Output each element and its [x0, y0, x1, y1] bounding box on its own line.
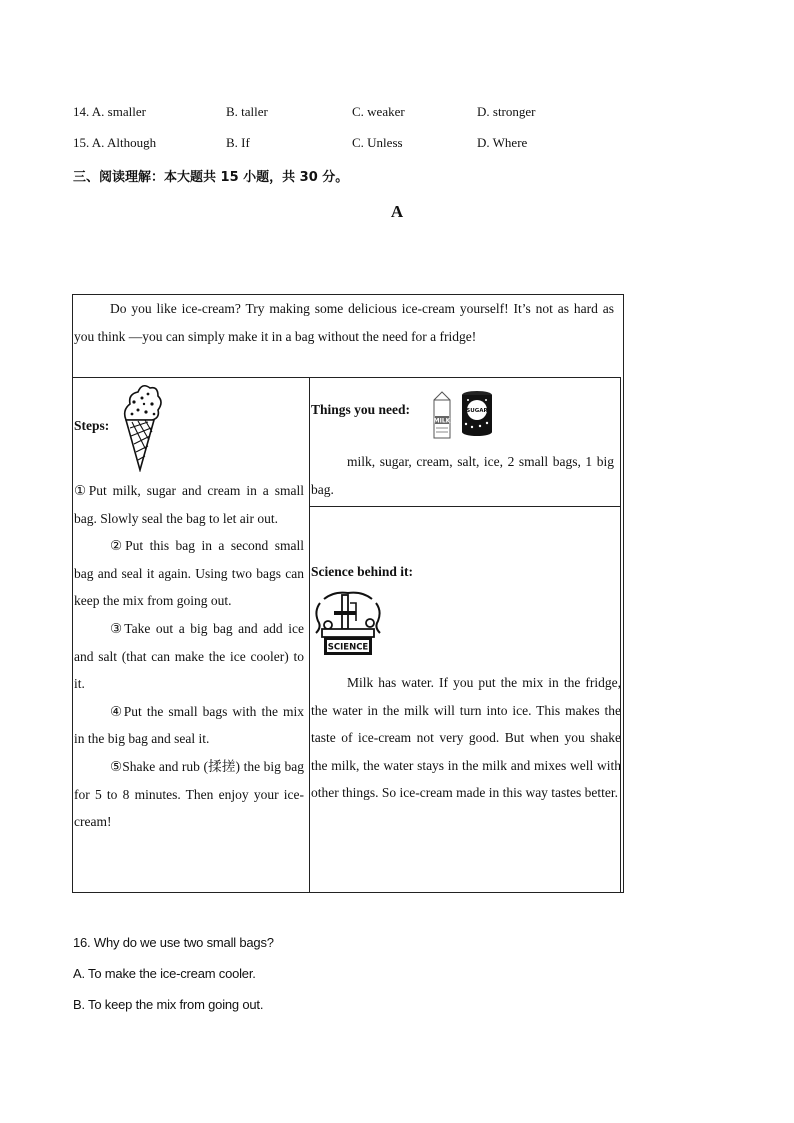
steps-column	[73, 377, 310, 892]
sugar-can-label: SUGAR	[466, 408, 488, 414]
sugar-can-icon	[460, 390, 494, 436]
science-lab-icon	[312, 589, 384, 659]
steps-list	[74, 477, 304, 836]
q14-option-a: 14. A. smaller	[73, 104, 146, 119]
question-16-stem: 16. Why do we use two small bags?	[73, 935, 274, 950]
info-column	[310, 377, 620, 892]
q16-option-a: A. To make the ice-cream cooler.	[73, 966, 256, 981]
things-section	[310, 377, 620, 507]
q15-option-c: C. Unless	[352, 135, 403, 150]
milk-carton-icon	[430, 390, 454, 440]
q14-option-d: D. stronger	[477, 104, 536, 119]
q16-option-b: B. To keep the mix from going out.	[73, 997, 264, 1012]
science-sign-label: SCIENCE	[327, 642, 369, 653]
passage-letter: A	[390, 202, 404, 221]
things-label: Things you need:	[311, 402, 411, 417]
science-text: Milk has water. If you put the mix in the fridge, the water in the milk will turn into ice. This makes the taste of ice-cream not very good. But when you shake the milk, the water stays in the milk and mixes well with other things. So ice-cream made in this way tastes better.	[311, 675, 621, 800]
q15-option-b: B. If	[226, 135, 250, 150]
science-label: Science behind it:	[311, 564, 414, 579]
step-item: ④Put the small bags with the mix in the big bag and seal it.	[74, 703, 304, 747]
passage-intro: Do you like ice-cream? Try making some delicious ice-cream yourself! It’s not as hard as you think —you can simply make it in a bag without the need for a fridge!	[74, 301, 614, 344]
q15-option-a: 15. A. Although	[73, 135, 157, 150]
step-item: ⑤Shake and rub (揉搓) the big bag for 5 to 8 minutes. Then enjoy your ice-cream!	[74, 758, 304, 830]
things-list-text: milk, sugar, cream, salt, ice, 2 small bags, 1 big bag.	[311, 454, 614, 497]
q15-option-d: D. Where	[477, 135, 528, 150]
step-item: ①Put milk, sugar and cream in a small bag. Slowly seal the bag to let air out.	[74, 483, 304, 526]
steps-label: Steps:	[74, 418, 110, 433]
q14-option-b: B. taller	[226, 104, 268, 119]
step-item: ③Take out a big bag and add ice and salt (that can make the ice cooler) to it.	[74, 620, 304, 692]
q14-option-c: C. weaker	[352, 104, 405, 119]
milk-carton-label: MILK	[433, 417, 451, 425]
step-item: ②Put this bag in a second small bag and seal it again. Using two bags can keep the mix from going out.	[74, 538, 304, 609]
section-title: 三、阅读理解：本大题共 15 小题，共 30 分。	[73, 170, 349, 185]
ice-cream-cone-icon	[118, 380, 164, 472]
passage-box	[72, 294, 624, 893]
